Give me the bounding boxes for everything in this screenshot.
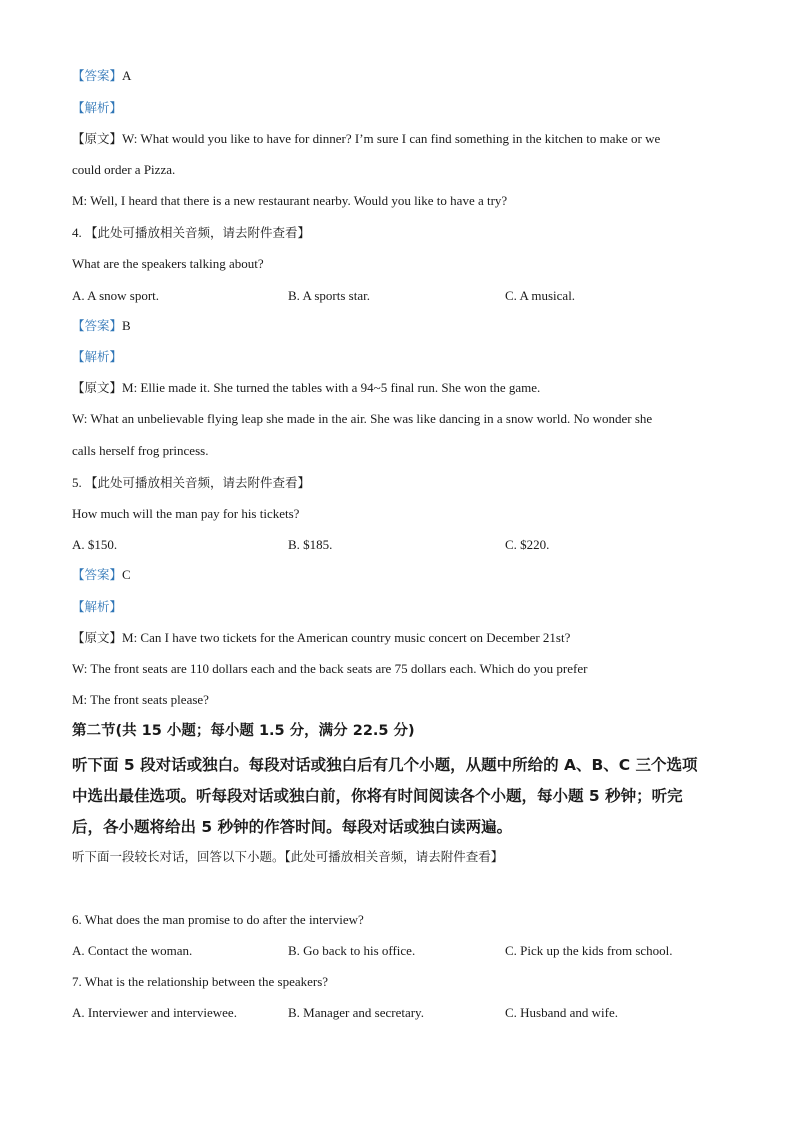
section2-heading: 第二节(共 15 小题；每小题 1.5 分，满分 22.5 分) [72,723,415,739]
answer-tag: 【答案】 [72,567,123,582]
q6-option-c: C. Pick up the kids from school. [505,943,673,958]
section2-prompt: 听下面一段较长对话，回答以下小题。【此处可播放相关音频，请去附件查看】 [72,849,504,864]
q3-transcript-line-1 [72,131,660,147]
section2-instruction-1: 听下面 5 段对话或独白。每段对话或独白后有几个小题，从题中所给的 A、B、C 三个选项 [72,756,698,774]
q7-option-c: C. Husband and wife. [505,1005,619,1020]
analysis-tag: 【解析】 [72,100,123,115]
q3-answer: A [122,68,132,83]
q5-transcript-line-2: W: The front seats are 110 dollars each and the back seats are 75 dollars each. Which do you prefer [72,661,588,676]
q4-header [72,225,310,241]
q4-transcript-line-3: calls herself frog princess. [72,443,209,458]
q5-header [72,475,310,491]
q5-analysis-line [72,599,122,615]
transcript-text: W: What would you like to have for dinner? I’m sure I can find something in the kitchen to make or we [122,131,661,146]
q5-option-b: B. $185. [288,537,333,552]
q5-number: 5. [72,475,82,490]
q4-number: 4. [72,225,82,240]
q5-answer: C [122,567,131,582]
q4-option-b: B. A sports star. [288,288,370,303]
q3-transcript-line-3: M: Well, I heard that there is a new restaurant nearby. Would you like to have a try? [72,193,508,208]
original-tag: 【原文】 [72,380,123,395]
q4-analysis-line [72,349,122,365]
q4-option-a: A. A snow sport. [72,288,160,303]
q3-analysis-line [72,100,122,116]
q7-question: 7. What is the relationship between the speakers? [72,974,329,989]
q6-option-a: A. Contact the woman. [72,943,193,958]
q7-option-b: B. Manager and secretary. [288,1005,424,1020]
q3-transcript-line-2: could order a Pizza. [72,162,176,177]
section2-instruction-3: 后，各小题将给出 5 秒钟的作答时间。每段对话或独白读两遍。 [72,818,513,836]
q5-transcript-line-1 [72,630,570,646]
q4-question: What are the speakers talking about? [72,256,264,271]
q5-option-c: C. $220. [505,537,550,552]
q6-question: 6. What does the man promise to do after the interview? [72,912,364,927]
q4-transcript-line-1 [72,380,540,396]
q4-answer-line [72,318,131,334]
original-tag: 【原文】 [72,630,123,645]
q5-question: How much will the man pay for his tickets? [72,506,300,521]
answer-tag: 【答案】 [72,318,123,333]
q3-answer-line [72,68,131,84]
analysis-tag: 【解析】 [72,599,123,614]
q5-option-a: A. $150. [72,537,118,552]
q5-transcript-line-3: M: The front seats please? [72,692,209,707]
transcript-text: M: Can I have two tickets for the American country music concert on December 21st? [122,630,571,645]
q4-answer: B [122,318,131,333]
audio-note: 【此处可播放相关音频，请去附件查看】 [85,475,311,490]
q5-answer-line [72,567,131,583]
audio-note: 【此处可播放相关音频，请去附件查看】 [85,225,311,240]
q4-transcript-line-2: W: What an unbelievable flying leap she made in the air. She was like dancing in a snow world. No wonder she [72,411,653,426]
q4-option-c: C. A musical. [505,288,576,303]
transcript-text: M: Ellie made it. She turned the tables with a 94~5 final run. She won the game. [122,380,541,395]
original-tag: 【原文】 [72,131,123,146]
q6-option-b: B. Go back to his office. [288,943,416,958]
answer-tag: 【答案】 [72,68,123,83]
q7-option-a: A. Interviewer and interviewee. [72,1005,237,1020]
analysis-tag: 【解析】 [72,349,123,364]
section2-instruction-2: 中选出最佳选项。听每段对话或独白前，你将有时间阅读各个小题，每小题 5 秒钟；听完 [72,787,683,805]
